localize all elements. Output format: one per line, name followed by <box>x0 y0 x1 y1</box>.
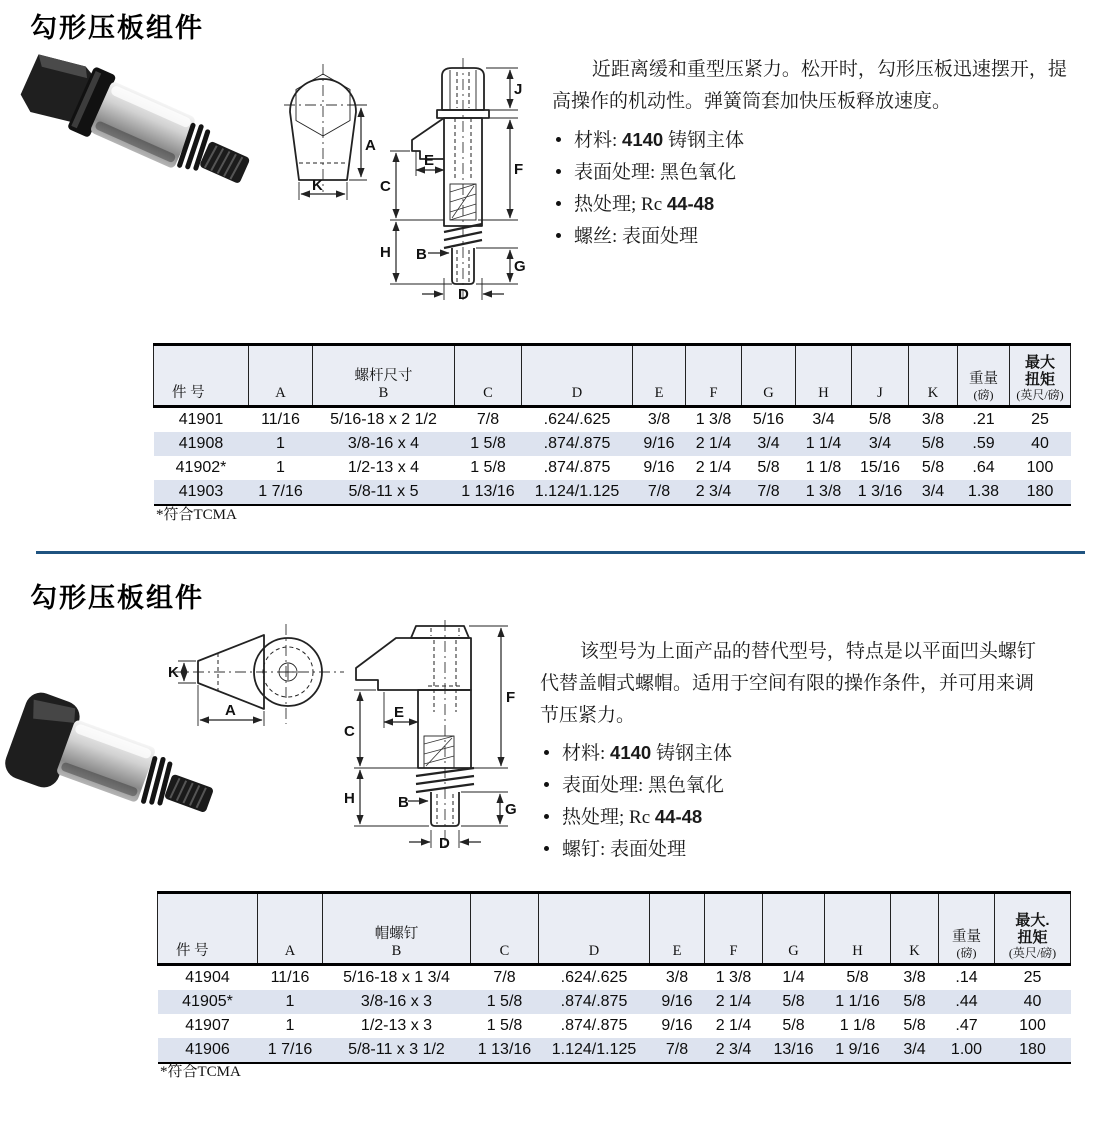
table-cell: 1 5/8 <box>470 435 506 452</box>
table-cell: 7/8 <box>742 480 796 505</box>
table-cell: 1.124/1.125 <box>539 1038 650 1063</box>
table-cell: 5/8 <box>782 993 805 1010</box>
table-cell: 7/8 <box>633 480 686 505</box>
bullet-item <box>556 221 744 253</box>
section1-description <box>552 54 1067 118</box>
table-cell: 5/8 <box>903 1017 926 1034</box>
table-cell: 2 1/4 <box>695 435 732 452</box>
table-cell: 15/16 <box>859 459 901 476</box>
bullet-text: 材料: <box>574 130 623 151</box>
table-cell: 40 <box>1031 435 1049 452</box>
table-cell: 1 <box>276 435 285 452</box>
column-header: H <box>825 893 891 965</box>
drawing-side-view-1 <box>378 52 553 310</box>
table-cell: 1 13/16 <box>455 480 522 505</box>
column-header: 件 号 <box>158 893 258 965</box>
bullet-item <box>556 157 744 189</box>
table-cell: 5/8-11 x 3 1/2 <box>323 1038 471 1063</box>
bullet-dot <box>556 233 561 238</box>
section2-title: 勾形压板组件 <box>30 583 204 613</box>
table-cell: 1/2-13 x 4 <box>347 459 420 476</box>
column-header: D <box>539 893 650 965</box>
table-cell: 1 7/16 <box>258 1038 323 1063</box>
table-cell: 3/8 <box>921 411 945 428</box>
table-cell: 1 3/8 <box>796 480 852 505</box>
section1-title: 勾形压板组件 <box>30 13 204 43</box>
dim-label-H: H <box>344 790 355 807</box>
column-header: F <box>686 345 742 407</box>
column-header: G <box>763 893 825 965</box>
table-row <box>158 965 1071 991</box>
product-photo-hook-clamp-1 <box>26 48 266 193</box>
table-cell: 3/4 <box>812 411 835 428</box>
table-cell: .44 <box>955 993 978 1010</box>
table-cell: 13/16 <box>763 1038 825 1063</box>
bullet-text: 材料: <box>562 743 611 764</box>
column-header: A <box>258 893 323 965</box>
table-cell: 41908 <box>178 435 224 452</box>
table-cell: 41904 <box>185 969 230 986</box>
dim-label-K: K <box>312 177 323 194</box>
table-cell: 5/16-18 x 1 3/4 <box>343 969 450 986</box>
column-header: 最大 扭矩 (英尺/磅) <box>1010 345 1071 407</box>
table-cell: 1 1/8 <box>805 459 842 476</box>
bullet-dot <box>544 750 549 755</box>
column-header: E <box>633 345 686 407</box>
table-cell: 180 <box>1010 480 1071 505</box>
section1-bullet-list <box>556 124 744 252</box>
bullet-text: 4140 <box>610 742 652 763</box>
column-header: J <box>852 345 909 407</box>
column-header: E <box>650 893 705 965</box>
table-cell: 7/8 <box>476 411 500 428</box>
column-header: A <box>249 345 313 407</box>
drawing-side-view-2 <box>336 616 534 856</box>
table-cell: 1 3/8 <box>715 969 752 986</box>
table-cell: 25 <box>1031 411 1049 428</box>
bullet-text: 螺丝: 表面处理 <box>574 225 699 247</box>
table-cell: 5/16-18 x 2 1/2 <box>330 411 437 428</box>
table-cell: 2 1/4 <box>715 993 752 1010</box>
table-cell: 100 <box>1026 459 1054 476</box>
table-cell: 5/8-11 x 5 <box>313 480 455 505</box>
column-header: K <box>891 893 939 965</box>
bullet-dot <box>556 169 561 174</box>
table-cell: 41902* <box>175 459 227 476</box>
table-row <box>154 456 1071 480</box>
dim-label-E: E <box>424 152 435 169</box>
column-header: C <box>455 345 522 407</box>
table-cell: 5/8 <box>868 411 892 428</box>
column-header: 重量 (磅) <box>958 345 1010 407</box>
table-cell: 9/16 <box>661 1017 693 1034</box>
table-cell: 9/16 <box>661 993 693 1010</box>
table-cell: 1 3/8 <box>695 411 732 428</box>
description-line: 近距离缓和重型压紧力。松开时，勾形压板迅速摆开，提 <box>591 59 1067 80</box>
table-cell: .624/.625 <box>543 411 611 428</box>
column-header: G <box>742 345 796 407</box>
spec-table-1 <box>153 343 1071 506</box>
table-cell: 3/8-16 x 3 <box>360 993 433 1010</box>
table-cell: 1 5/8 <box>486 1017 523 1034</box>
table-cell: 41903 <box>154 480 249 505</box>
table-cell: 5/8 <box>782 1017 805 1034</box>
table-cell: 2 1/4 <box>695 459 732 476</box>
column-header: 螺杆尺寸 B <box>313 345 455 407</box>
bullet-text: 热处理; Rc <box>574 194 667 215</box>
table-cell: .64 <box>972 459 995 476</box>
column-header: F <box>705 893 763 965</box>
dim-label-A: A <box>225 702 236 719</box>
bullet-text: 热处理; Rc <box>562 807 655 828</box>
dim-label-D: D <box>439 835 450 852</box>
table-cell: 1 9/16 <box>825 1038 891 1063</box>
table-cell: 1 5/8 <box>486 993 523 1010</box>
bullet-dot <box>556 137 561 142</box>
table-cell: 5/8 <box>903 993 926 1010</box>
column-header: 帽螺钉 B <box>323 893 471 965</box>
dim-label-E: E <box>394 704 405 721</box>
table-cell: .59 <box>972 435 995 452</box>
table-cell: 1 3/16 <box>852 480 909 505</box>
bullet-item <box>544 834 732 866</box>
bullet-text: 44-48 <box>654 806 703 827</box>
dim-label-F: F <box>514 161 524 178</box>
table-cell: 2 3/4 <box>705 1038 763 1063</box>
dim-label-G: G <box>514 258 526 275</box>
bullet-dot <box>544 814 549 819</box>
table-cell: 1 5/8 <box>470 459 506 476</box>
description-line: 代替盖帽式螺帽。适用于空间有限的操作条件，并可用来调 <box>540 673 1035 694</box>
table-cell: 1 7/16 <box>249 480 313 505</box>
table-cell: 1/2-13 x 3 <box>360 1017 433 1034</box>
dim-label-D: D <box>458 286 469 303</box>
column-header: 最大. 扭矩 (英尺/磅) <box>995 893 1071 965</box>
table-cell: 40 <box>1023 993 1042 1010</box>
column-header: 件 号 <box>154 345 249 407</box>
table-cell: 3/4 <box>868 435 892 452</box>
table-row <box>154 432 1071 456</box>
table-row <box>154 480 1071 505</box>
table-cell: 3/8 <box>665 969 689 986</box>
table-cell: 1.38 <box>958 480 1010 505</box>
table-cell: 1 <box>285 993 295 1010</box>
table-cell: 7/8 <box>650 1038 705 1063</box>
table-cell: 1 1/8 <box>839 1017 876 1034</box>
bullet-dot <box>544 846 549 851</box>
bullet-dot <box>544 782 549 787</box>
table-row <box>154 407 1071 433</box>
spec-table <box>157 891 1071 1064</box>
table-cell: 2 1/4 <box>715 1017 752 1034</box>
dim-label-B: B <box>398 794 409 811</box>
column-header: C <box>471 893 539 965</box>
spring-coils <box>444 224 482 248</box>
bullet-item <box>544 737 732 770</box>
bullet-text: 铸钢主体 <box>651 743 732 764</box>
bullet-item <box>556 124 744 157</box>
table-cell: 3/4 <box>757 435 780 452</box>
dim-label-A: A <box>365 137 376 154</box>
table-cell: 1.00 <box>939 1038 995 1063</box>
table-cell: 11/16 <box>261 411 300 428</box>
table-cell: 9/16 <box>643 435 675 452</box>
bullet-dot <box>556 201 561 206</box>
table-cell: 11/16 <box>270 969 310 986</box>
table-cell: 100 <box>1019 1017 1046 1034</box>
dim-label-C: C <box>344 723 355 740</box>
dim-label-C: C <box>380 178 391 195</box>
section-divider <box>36 551 1085 554</box>
spring-coils <box>416 768 474 792</box>
table-cell: 41901 <box>178 411 224 428</box>
table-cell: 7/8 <box>493 969 516 986</box>
table-cell: .14 <box>955 969 978 986</box>
description-line: 该型号为上面产品的替代型号，特点是以平面凹头螺钉 <box>579 641 1036 662</box>
table-cell: 3/8 <box>647 411 671 428</box>
table-cell: 1.124/1.125 <box>522 480 633 505</box>
table-cell: .624/.625 <box>560 969 628 986</box>
table-cell: .874/.875 <box>560 1017 628 1034</box>
section2-description <box>540 636 1036 732</box>
table-cell: 3/4 <box>909 480 958 505</box>
table-cell: .47 <box>955 1017 978 1034</box>
section2-bullet-list <box>544 737 732 865</box>
bullet-item <box>544 770 732 802</box>
column-header: 重量 (磅) <box>939 893 995 965</box>
column-header: D <box>522 345 633 407</box>
bullet-text: 螺钉: 表面处理 <box>562 838 687 860</box>
dim-label-J: J <box>514 81 523 98</box>
table-cell: 5/8 <box>757 459 780 476</box>
table-cell: 5/8 <box>921 435 945 452</box>
dim-label-K: K <box>168 664 179 681</box>
table-cell: 1 <box>285 1017 295 1034</box>
bullet-text: 表面处理: 黑色氧化 <box>562 774 725 796</box>
table1-footnote: *符合TCMA <box>156 507 237 523</box>
description-line: 高操作的机动性。弹簧筒套加快压板释放速度。 <box>552 91 952 112</box>
table-cell: 1 1/4 <box>805 435 842 452</box>
table-row <box>158 1038 1071 1063</box>
table-cell: 5/16 <box>752 411 785 428</box>
spec-table <box>153 343 1071 506</box>
table-cell: .874/.875 <box>543 435 611 452</box>
bullet-text: 铸钢主体 <box>663 130 744 151</box>
table-cell: 25 <box>1023 969 1042 986</box>
table-cell: 41907 <box>185 1017 230 1034</box>
bullet-text: 44-48 <box>666 193 715 214</box>
table-cell: 1 13/16 <box>471 1038 539 1063</box>
bullet-item <box>556 188 744 221</box>
table-cell: 5/8 <box>921 459 945 476</box>
table-cell: .21 <box>972 411 995 428</box>
table-cell: .874/.875 <box>560 993 628 1010</box>
dim-label-B: B <box>416 246 427 263</box>
table-cell: .874/.875 <box>543 459 611 476</box>
dim-label-G: G <box>505 801 517 818</box>
table-cell: 1 <box>276 459 285 476</box>
dim-label-F: F <box>506 689 516 706</box>
table-row <box>158 990 1071 1014</box>
table-cell: 3/8 <box>903 969 926 986</box>
column-header: H <box>796 345 852 407</box>
table-cell: 1/4 <box>782 969 805 986</box>
drawing-top-view-2 <box>168 620 350 742</box>
spec-table-2 <box>157 891 1071 1064</box>
table-cell: 3/8-16 x 4 <box>347 435 420 452</box>
description-line: 节压紧力。 <box>540 705 636 726</box>
table-cell: 41906 <box>158 1038 258 1063</box>
table-cell: 5/8 <box>846 969 869 986</box>
table-cell: 3/4 <box>891 1038 939 1063</box>
dim-label-H: H <box>380 244 391 261</box>
bullet-item <box>544 801 732 834</box>
drawing-top-view-1 <box>268 60 378 208</box>
table-cell: 180 <box>995 1038 1071 1063</box>
table-cell: 9/16 <box>643 459 675 476</box>
table-cell: 1 1/16 <box>835 993 880 1010</box>
bullet-text: 表面处理: 黑色氧化 <box>574 161 737 183</box>
table-cell: 2 3/4 <box>686 480 742 505</box>
column-header: K <box>909 345 958 407</box>
table-row <box>158 1014 1071 1038</box>
table-cell: 41905* <box>182 993 233 1010</box>
bullet-text: 4140 <box>622 129 664 150</box>
table2-footnote: *符合TCMA <box>160 1064 241 1080</box>
